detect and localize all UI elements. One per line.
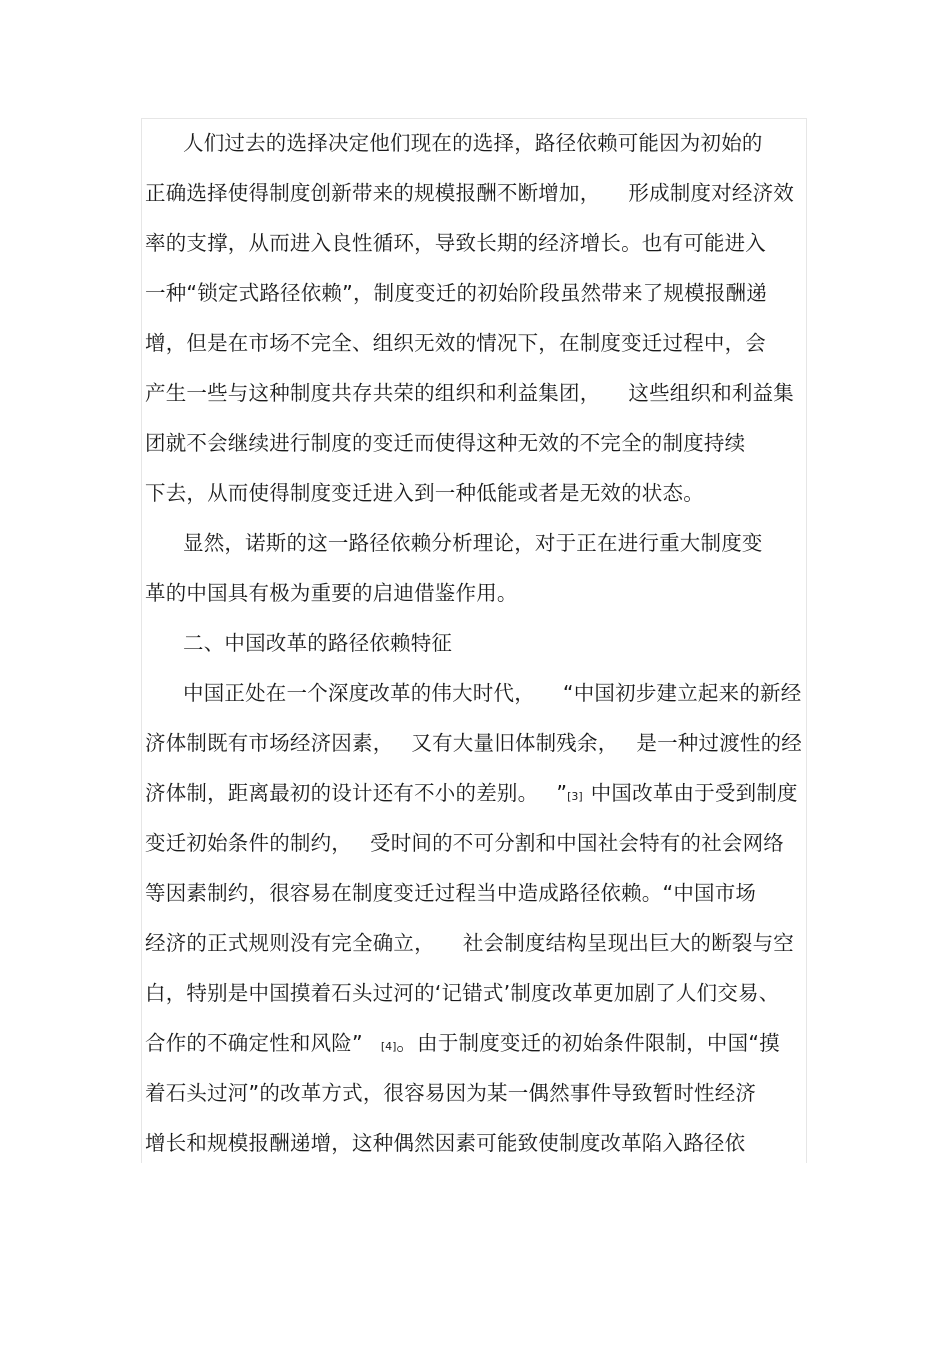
paragraph-line: 增，但是在市场不完全、组织无效的情况下，在制度变迁过程中，会 bbox=[145, 331, 766, 355]
text-segment: “中国初步建立起来的新经 bbox=[562, 681, 802, 705]
text-segment: 这些组织和利益集 bbox=[628, 381, 795, 405]
paragraph-line bbox=[145, 668, 801, 718]
paragraph-line bbox=[145, 718, 802, 768]
paragraph-line bbox=[145, 768, 798, 818]
paragraph-line: 团就不会继续进行制度的变迁而使得这种无效的不完全的制度持续 bbox=[145, 431, 746, 455]
paragraph-line: 白，特别是中国摸着石头过河的‘记错式’制度改革更加剧了人们交易、 bbox=[145, 981, 780, 1005]
citation-marker: [3] bbox=[567, 790, 583, 803]
text-segment: 社会制度结构呈现出巨大的断裂与空 bbox=[462, 931, 795, 955]
paragraph-line: 显然，诺斯的这一路径依赖分析理论，对于正在进行重大制度变 bbox=[183, 531, 763, 555]
text-segment: 正确选择使得制度创新带来的规模报酬不断增加， bbox=[145, 181, 601, 205]
paragraph-line: 一种“锁定式路径依赖”，制度变迁的初始阶段虽然带来了规模报酬递 bbox=[145, 281, 767, 305]
paragraph-line: 等因素制约，很容易在制度变迁过程当中造成路径依赖。“中国市场 bbox=[145, 881, 757, 905]
paragraph-line bbox=[145, 818, 784, 868]
paragraph-line: 率的支撑，从而进入良性循环，导致长期的经济增长。也有可能进入 bbox=[145, 231, 766, 255]
text-segment: 合作的不确定性和风险” bbox=[145, 1031, 363, 1055]
text-segment: 是一种过渡性的经 bbox=[636, 731, 803, 755]
paragraph-line bbox=[145, 918, 794, 968]
paragraph-line bbox=[145, 168, 794, 218]
text-segment: 中国正处在一个深度改革的伟大时代， bbox=[183, 681, 535, 705]
text-segment: 变迁初始条件的制约， bbox=[145, 831, 352, 855]
text-segment: 中国改革由于受到制度 bbox=[590, 781, 798, 805]
paragraph-line: 人们过去的选择决定他们现在的选择，路径依赖可能因为初始的 bbox=[183, 131, 763, 155]
paragraph-line: 革的中国具有极为重要的启迪借鉴作用。 bbox=[145, 581, 518, 605]
text-segment: 形成制度对经济效 bbox=[628, 181, 795, 205]
paragraph-line bbox=[145, 1018, 780, 1068]
paragraph-line bbox=[145, 368, 794, 418]
text-segment: 经济的正式规则没有完全确立， bbox=[145, 931, 435, 955]
text-segment: 。由于制度变迁的初始条件限制，中国“摸 bbox=[396, 1031, 780, 1055]
text-segment: 受时间的不可分割和中国社会特有的社会网络 bbox=[370, 831, 784, 855]
paragraph-line: 增长和规模报酬递增，这种偶然因素可能致使制度改革陷入路径依 bbox=[145, 1131, 746, 1155]
text-segment: 济体制，距离最初的设计还有不小的差别。 bbox=[145, 781, 539, 805]
text-segment: 济体制既有市场经济因素， bbox=[145, 731, 394, 755]
section-heading: 二、中国改革的路径依赖特征 bbox=[183, 631, 453, 655]
text-segment: 产生一些与这种制度共存共荣的组织和利益集团， bbox=[145, 381, 601, 405]
paragraph-line: 着石头过河”的改革方式，很容易因为某一偶然事件导致暂时性经济 bbox=[145, 1081, 757, 1105]
quote-close: ” bbox=[556, 781, 568, 805]
citation-marker: [4] bbox=[380, 1040, 397, 1053]
text-segment: 又有大量旧体制残余， bbox=[411, 731, 619, 755]
paragraph-line: 下去，从而使得制度变迁进入到一种低能或者是无效的状态。 bbox=[145, 481, 704, 505]
